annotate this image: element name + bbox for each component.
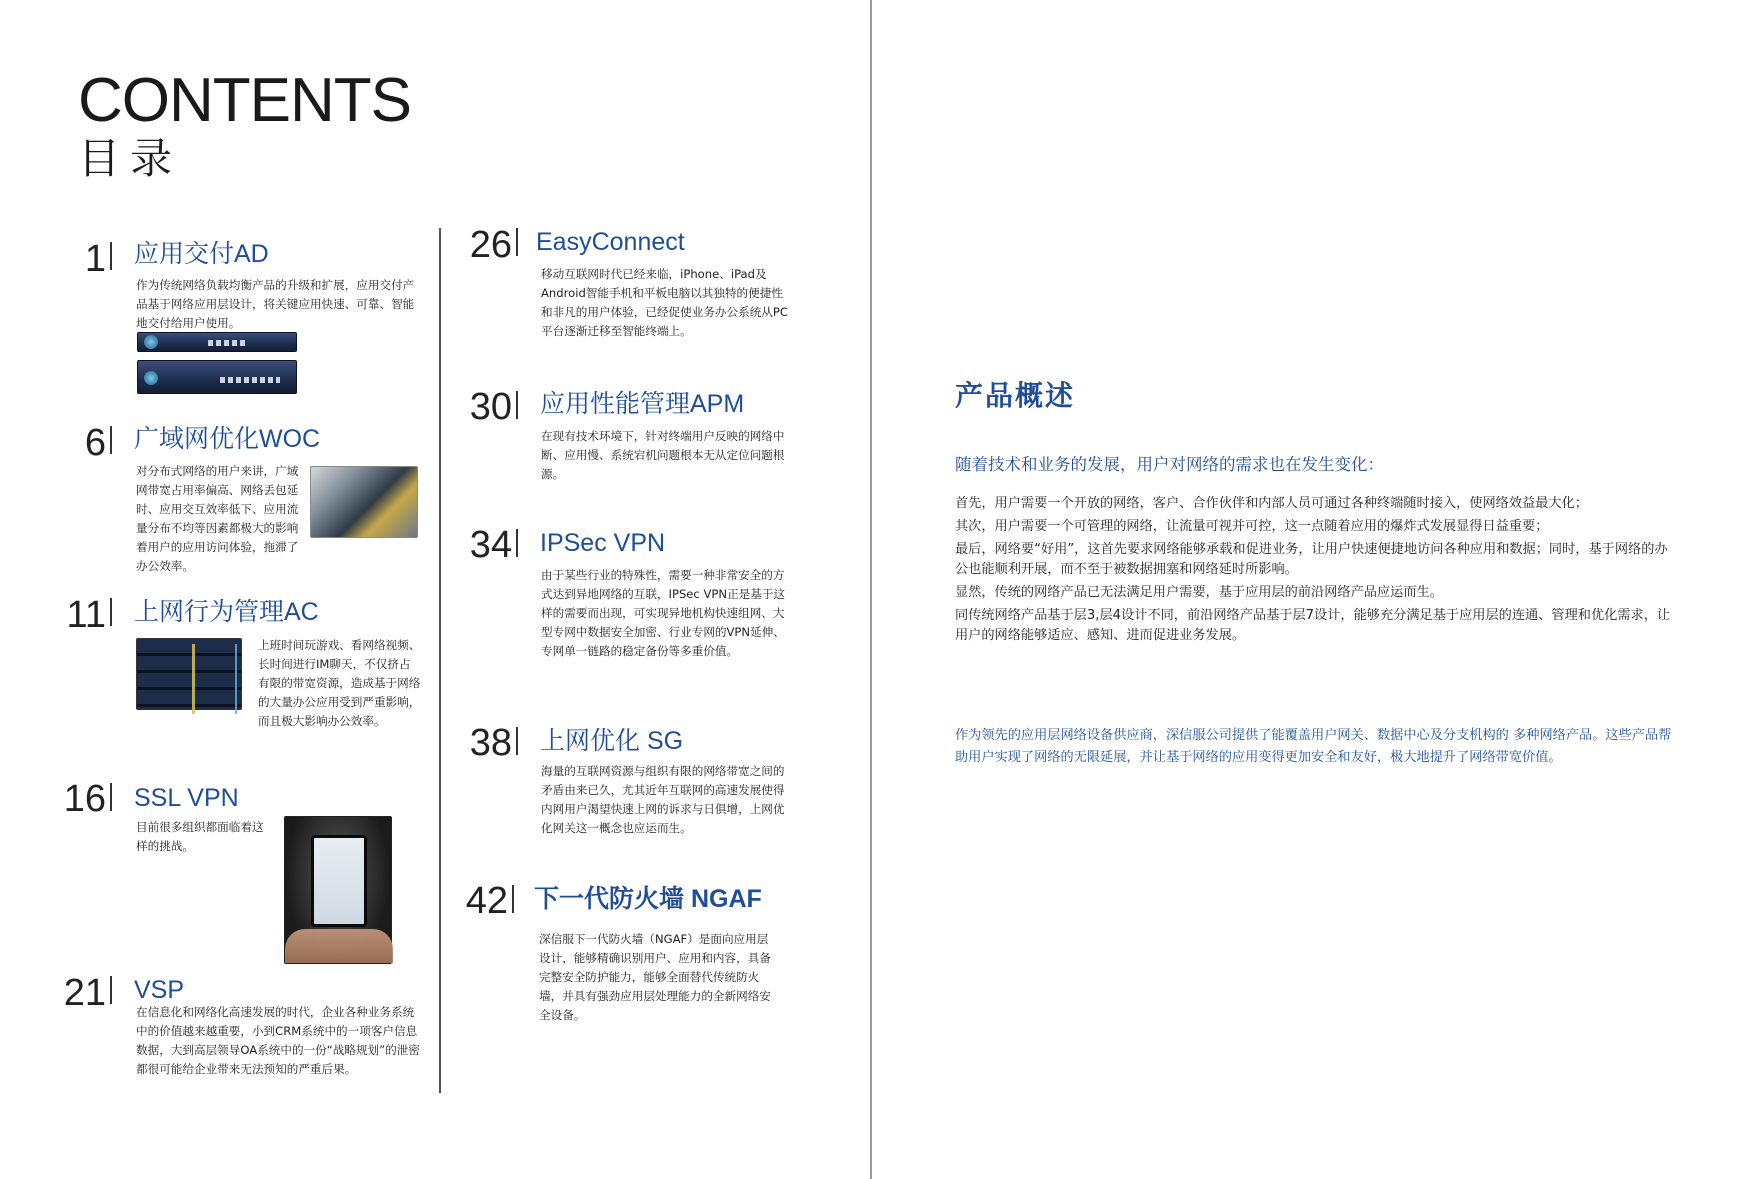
entry-title[interactable]: 应用性能管理APM (540, 390, 745, 418)
device-logo-icon (144, 371, 158, 385)
overview-paragraph: 显然，传统的网络产品已无法满足用户需要，基于应用层的前沿网络产品应运而生。 (955, 585, 1443, 600)
overview-heading: 产品概述 (955, 379, 1076, 412)
overview-paragraph: 同传统网络产品基于层3,层4设计不同，前沿网络产品基于层7设计，能够充分满足基于应用层的连通、管理和优化需求，让用户的网络能够适应、感知、进而促进业务发展。 (955, 608, 1671, 643)
device-ports (208, 340, 248, 346)
page-number: 1 (84, 238, 106, 280)
entry-title[interactable]: SSL VPN (134, 784, 239, 812)
ad-device-image (137, 332, 297, 352)
page-number: 42 (465, 880, 508, 922)
page-divider (870, 0, 872, 1179)
entry-description: 海量的互联网资源与组织有限的网络带宽之间的矛盾由来已久，尤其近年互联网的高速发展使得内网用户渴望快速上网的诉求与日俱增，上网优化网关这一概念也应运而生。 (541, 764, 785, 835)
column-divider (439, 228, 441, 1093)
entry-description: 在信息化和网络化高速发展的时代，企业各种业务系统中的价值越来越重要，小到CRM系统中的一项客户信息数据，大到高层领导OA系统中的一份“战略规划”的泄密都很可能给企业带来无法预知的严重后果。 (136, 1005, 420, 1076)
contents-title: CONTENTS (78, 66, 411, 135)
separator-bar (110, 976, 112, 1004)
ad-device-image-2 (137, 360, 297, 394)
entry-description: 上班时间玩游戏、看网络视频、长时间进行IM聊天，不仅挤占有限的带宽资源，造成基于网络的大量办公应用受到严重影响，而且极大影响办公效率。 (258, 638, 421, 728)
separator-bar (516, 529, 518, 557)
page-number: 26 (469, 224, 512, 266)
overview-paragraph: 其次，用户需要一个可管理的网络，让流量可视并可控，这一点随着应用的爆炸式发展显得日益重要； (955, 519, 1549, 534)
entry-title[interactable]: 广域网优化WOC (134, 425, 321, 453)
separator-bar (516, 727, 518, 755)
entry-title[interactable]: 下一代防火墙 NGAF (534, 885, 762, 913)
separator-bar (110, 242, 112, 270)
overview-closing: 作为领先的应用层网络设备供应商，深信服公司提供了能覆盖用户网关、数据中心及分支机构的 多种网络产品。这些产品帮助用户实现了网络的无限延展，并让基于网络的应用变得更加安全和友好，极大地提升了网络带宽价值。 (955, 728, 1672, 765)
entry-title[interactable]: IPSec VPN (540, 529, 666, 557)
overview-paragraph: 首先，用户需要一个开放的网络，客户、合作伙伴和内部人员可通过各种终端随时接入，使网络效益最大化； (955, 496, 1588, 511)
overview-subheading: 随着技术和业务的发展，用户对网络的需求也在发生变化： (955, 455, 1384, 474)
entry-title[interactable]: VSP (134, 976, 185, 1004)
device-logo-icon (144, 335, 158, 349)
entry-title[interactable]: EasyConnect (536, 228, 685, 256)
page-number: 21 (63, 972, 106, 1014)
woc-photo (310, 466, 418, 538)
entry-description: 对分布式网络的用户来讲，广域网带宽占用率偏高、网络丢包延时、应用交互效率低下、应用流量分布不均等因素都极大的影响着用户的应用访问体验，拖滞了办公效率。 (136, 464, 299, 573)
ac-photo (136, 638, 242, 710)
entry-title[interactable]: 上网优化 SG (540, 727, 684, 755)
separator-bar (110, 783, 112, 811)
separator-bar (110, 598, 112, 626)
device-ports (220, 377, 280, 383)
page-number: 6 (84, 422, 106, 464)
contents-title-cn: 目录 (78, 134, 183, 183)
entry-title[interactable]: 应用交付AD (134, 240, 269, 268)
ssl-vpn-phone-photo (284, 816, 392, 964)
entry-description: 由于某些行业的特殊性，需要一种非常安全的方式达到异地网络的互联，IPSec VPN正是基于这样的需要而出现，可实现异地机构快速组网、大型专网中数据安全加密、行业专网的VPN延伸、专网单一链路的稳定备份等多重价值。 (541, 568, 786, 658)
page-number: 34 (469, 524, 512, 566)
page-number: 11 (66, 594, 106, 636)
entry-description: 移动互联网时代已经来临，iPhone、iPad及Android智能手机和平板电脑以其独特的便捷性和非凡的用户体验，已经促使业务办公系统从PC平台逐渐迁移至智能终端上。 (541, 267, 788, 338)
entry-description: 深信服下一代防火墙（NGAF）是面向应用层设计，能够精确识别用户、应用和内容，具备完整安全防护能力，能够全面替代传统防火墙，并具有强劲应用层处理能力的全新网络安全设备。 (539, 932, 771, 1022)
separator-bar (110, 426, 112, 454)
phone-screen (311, 835, 367, 927)
entry-description: 目前很多组织都面临着这样的挑战。 (136, 820, 264, 853)
hand-image (285, 929, 393, 963)
page-number: 38 (469, 722, 512, 764)
separator-bar (516, 391, 518, 419)
entry-title[interactable]: 上网行为管理AC (134, 598, 319, 626)
separator-bar (512, 885, 514, 913)
entry-description: 在现有技术环境下，针对终端用户反映的网络中断、应用慢、系统宕机问题根本无从定位问题根源。 (541, 429, 785, 481)
page-number: 16 (63, 778, 106, 820)
page-number: 30 (469, 386, 512, 428)
overview-paragraphs (955, 494, 1675, 649)
entry-description: 作为传统网络负载均衡产品的升级和扩展，应用交付产品基于网络应用层设计，将关键应用快速、可靠、智能地交付给用户使用。 (136, 278, 415, 330)
separator-bar (516, 228, 518, 256)
overview-paragraph: 最后，网络要“好用”，这首先要求网络能够承载和促进业务，让用户快速便捷地访问各种应用和数据；同时，基于网络的办公也能顺利开展，而不至于被数据拥塞和网络延时所影响。 (955, 542, 1668, 577)
